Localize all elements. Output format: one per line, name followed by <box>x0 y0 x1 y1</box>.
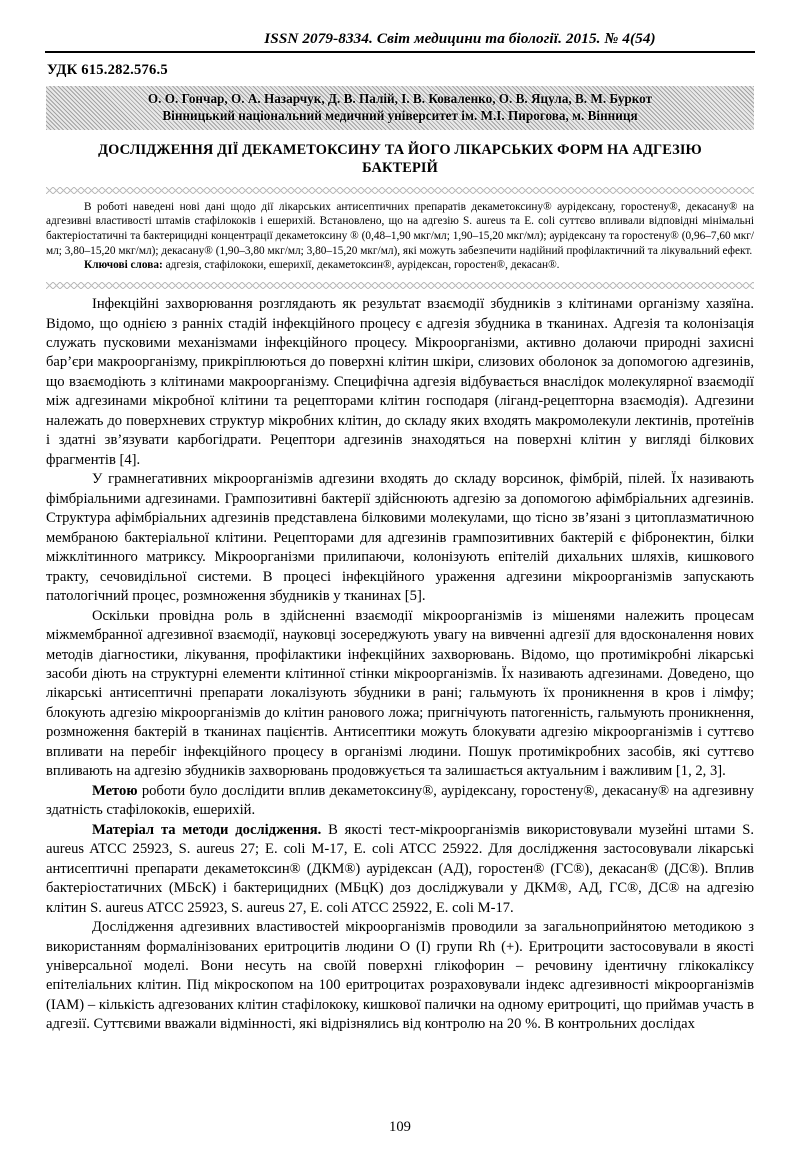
article-body <box>46 295 754 1035</box>
affiliation: Вінницький національний медичний університет ім. М.І. Пирогова, м. Вінниця <box>162 108 638 124</box>
article-title: ДОСЛІДЖЕННЯ ДІЇ ДЕКАМЕТОКСИНУ ТА ЙОГО ЛІКАРСЬКИХ ФОРМ НА АДГЕЗІЮ БАКТЕРІЙ <box>98 141 702 177</box>
header-rule <box>45 51 755 53</box>
body-paragraph <box>46 607 754 782</box>
author-list: О. О. Гончар, О. А. Назарчук, Д. В. Палій, І. В. Коваленко, О. В. Яцула, В. М. Буркот <box>147 91 653 106</box>
abstract-text: В роботі наведені нові дані щодо дії лікарських антисептичних препаратів декаметоксину® аурідексану, горостену®, декасану® на адгезивні властивості штамів стафілококів і ешерихій. Встановлено, що на адгезію S. aureus та E. coli суттєво впливали відповідні мінімальні бактеріостатичні та бактерицидні концентрації декаметоксину ® (0,48–1,90 мкг/мл; 1,90–15,20 мкг/мл); аурідексану та горостену® (0,96–7,60 мкг/мл; 3,80–15,20 мкг/мл); декасану® (1,90–3,80 мкг/мл; 3,80–15,20 мкг/мл), які можуть забезпечити надійний профілактичний та лікувальний ефект. <box>46 200 754 257</box>
paragraph-lead: Метою <box>92 782 138 799</box>
paragraph-text: Інфекційні захворювання розглядають як результат взаємодії збудників з клітинами організму хазяїна. Відомо, що однією з ранніх стадій інфекційного процесу є адгезія збудника в тканинах. Адгезія та колонізація служать пусковими механізмами інфекційного процесу. Мікроорганізми, активно долаючи природні захисні бар’єри макроорганізму, прикріплюються до поверхні клітин шкіри, слизових оболонок за допомогою адгезинів, що взаємодіють з клітинами макроорганізму. Специфічна адгезія відбувається внаслідок молекулярної взаємодії між адгезинами мікробної клітини та рецепторами клітин господаря (ліганд-рецепторна взаємодія). Адгезини належать до поверхневих структур мікробних клітин, до складу яких входять макромолекули лектинів, протеїнів і здатні зв’язувати карбогідрати. Рецептори адгезинів знаходяться на поверхні клітин у вигляді білкових фрагментів [4]. <box>46 296 754 468</box>
keywords-value: адгезія, стафілококи, ешерихії, декаметоксин®, аурідексан, горостен®, декасан®. <box>162 259 560 272</box>
paragraph-text: роботи було дослідити вплив декаметоксину®, аурідексану, горостену®, декасану® на адгезивну здатність стафілококів, ешерихій. <box>46 782 754 819</box>
paragraph-lead: Матеріал та методи дослідження. <box>92 821 322 838</box>
body-paragraph <box>46 918 754 1035</box>
body-paragraph <box>46 821 754 918</box>
running-head: ISSN 2079-8334. Світ медицини та біології. 2015. № 4(54) <box>264 30 656 47</box>
author-affiliation-band <box>46 86 754 130</box>
body-paragraph <box>46 782 754 821</box>
paragraph-text: Оскільки провідна роль в здійсненні взаємодії мікроорганізмів із мішенями належить процесам міжмембранної адгезивної взаємодії, науковці зосереджують увагу на вивченні адгезії для вдосконалення нових методів діагностики, лікування, профілактики інфекційних захворювань. Відомо, що протимікробні лікарські засоби діють на структурні елементи клітинної стінки мікроорганізмів. Їх називають адгезинами. Доведено, що лікарські антисептичні препарати локалізують збудники в рані; гальмують їх проникнення в кров і лімфу; блокують адгезію мікроорганізмів до клітин ранового ложа; пригнічують патогенність, гальмують проникнення, розмноження бактерій в тканинах пацієнтів. Антисептики можуть блокувати адгезію мікроорганізмів і суттєво впливати на перебіг інфекційного процесу в організмі людини. Пошук протимікробних засобів, які суттєво впливають на адгезію збудників захворювань продовжується та залишається актуальним і важливим [1, 2, 3]. <box>46 607 754 780</box>
paragraph-text: В якості тест-мікроорганізмів використовували музейні штами S. aureus ATCC 25923, S. aureus 27; E. coli M-17, E. coli ATCC 25922. Для дослідження застосовували лікарські антисептичні препарати декаметоксин® (ДКМ®) аурідексан (АД), горостен® (ГС®), декасан® (ДС®). Вплив бактеріостатичних (МБсК) і бактерицидних (МБцК) доз досліджували у ДКМ®, АД, ГС®, ДС® на адгезію клітин S. aureus ATCC 25923, S. aureus 27, E. coli ATCC 25922, E. coli M-17. <box>46 821 754 916</box>
zigzag-separator-top <box>46 187 754 194</box>
udc-code: УДК 615.282.576.5 <box>47 62 168 78</box>
body-paragraph <box>46 470 754 606</box>
journal-page <box>0 30 800 1162</box>
page-number: 109 <box>389 1119 411 1135</box>
keywords-label: Ключові слова: <box>84 259 163 272</box>
paragraph-text: Дослідження адгезивних властивостей мікроорганізмів проводили за загальноприйнятою методикою з використанням формалінізованих еритроцитів людини О (І) групи Rh (+). Еритроцити застосовували в якості універсальної моделі. Вони несуть на своїй поверхні глікофорин – речовину ідентичну глікокаліксу епітеліальних клітин. Під мікроскопом на 100 еритроцитах розраховували індекс адгезивності мікроорганізмів (ІАМ) – кількість адгезованих клітин стафілококу, кишкової палички на одному еритроциті, що приймав участь в адгезії. Суттєвими вважали відмінності, які відрізнялись від контролю на 20 %. В контрольних дослідах <box>46 919 754 1033</box>
keywords-line <box>46 258 754 273</box>
body-paragraph <box>46 295 754 470</box>
zigzag-separator-bottom <box>46 282 754 289</box>
paragraph-text: У грамнегативних мікроорганізмів адгезини входять до складу ворсинок, фімбрій, пілей. Їх називають фімбріальними адгезинами. Грампозитивні бактерії здійснюють адгезію за допомогою афімбріальних адгезинів. Структура афімбріальних адгезинів представлена білковими молекулами, що тісно зв’язані з цитоплазматичною мембраною бактеріальної клітини. Рецепторами для адгезинів грампозитивних бактерій є фібронектин, білки міжклітинного матриксу. Мікроорганізми прилипаючи, колонізують епітелій дихальних шляхів, кишкового тракту, сечовидільної системи. В процесі інфекційного ураження адгезини мікроорганізмів запускають патологічний процес, розмноження збудників у тканинах [5]. <box>46 471 754 605</box>
